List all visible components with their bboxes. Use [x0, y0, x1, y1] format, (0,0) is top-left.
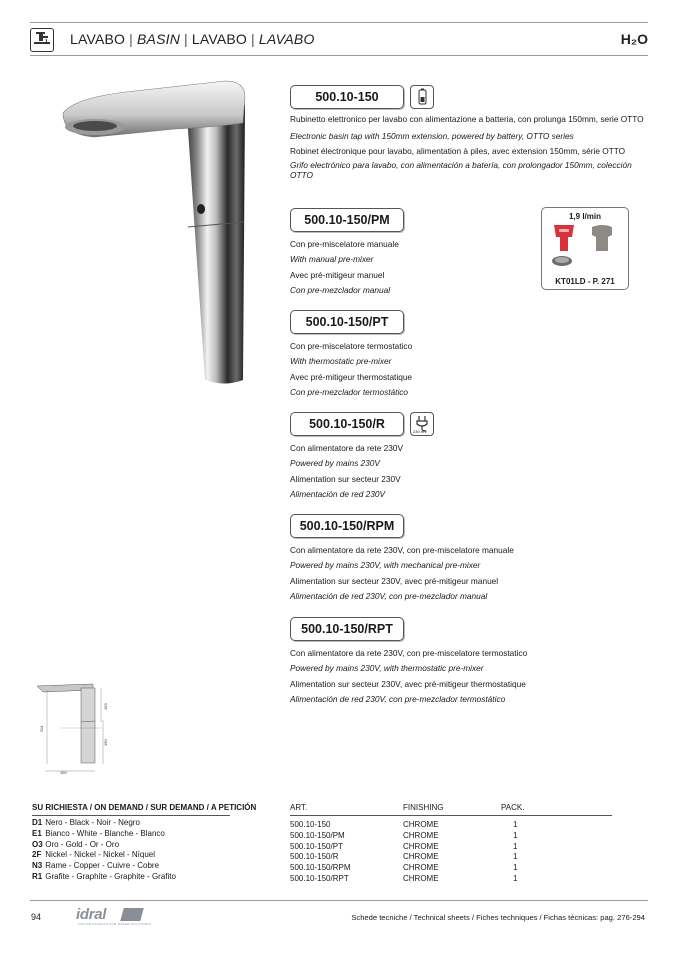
title-en: BASIN: [137, 31, 181, 47]
logo-tagline: ITALIAN FAUCETS FOR WATER SOLUTIONS: [78, 922, 151, 926]
aerator-box: [541, 207, 629, 290]
table-cell: 500.10-150/PT: [290, 841, 343, 851]
table-cell: 1: [513, 863, 518, 873]
table-cell: 1: [513, 830, 518, 840]
desc-es: Con pre-mezclador termostático: [290, 387, 409, 398]
desc-es: Alimentación de red 230V: [290, 489, 386, 500]
list-item: N3 Rame - Copper - Cuivre - Cobre: [32, 861, 160, 871]
col-header-art: ART.: [290, 803, 308, 812]
on-demand-rule: [32, 815, 230, 816]
col-header-finishing: FINISHING: [403, 803, 444, 812]
desc-en: Electronic basin tap with 150mm extension, powered by battery, OTTO series: [290, 131, 574, 141]
table-cell: CHROME: [403, 841, 439, 851]
title-fr: LAVABO: [191, 31, 248, 47]
footer-rule: [30, 900, 648, 901]
desc-en: Powered by mains 230V, with mechanical pre-mixer: [290, 560, 481, 571]
on-demand-heading: SU RICHIESTA / ON DEMAND / SUR DEMAND / A PETICIÓN: [32, 803, 257, 812]
table-cell: 500.10-150/R: [290, 852, 339, 862]
desc-it: Rubinetto elettronico per lavabo con alimentazione a batteria, con prolunga 150mm, serie OTTO: [290, 114, 644, 124]
product-description: [290, 441, 650, 503]
desc-it: Con pre-miscelatore termostatico: [290, 341, 413, 351]
on-demand-list: [32, 818, 176, 883]
product-description: [290, 339, 650, 401]
desc-es: Alimentación de red 230V, con pre-mezclador manual: [290, 591, 488, 602]
category-title: LAVABO | BASIN | LAVABO | LAVABO: [70, 31, 315, 47]
art-column: [290, 820, 350, 885]
desc-it: Con alimentatore da rete 230V, con pre-miscelatore termostatico: [290, 648, 528, 658]
product-code-box: 500.10-150/PM: [290, 208, 404, 232]
aerator-flow-rate: 1,9 l/min: [568, 212, 601, 221]
table-cell: CHROME: [403, 873, 439, 883]
dim-height-total: 201: [39, 725, 44, 732]
desc-es: Alimentación de red 230V, con pre-mezclador termostático: [290, 694, 506, 705]
idral-logo: idral: [76, 906, 107, 923]
table-rule: [290, 815, 612, 816]
list-item: R1 Grafite - Graphite - Graphite - Grafito: [32, 871, 176, 881]
table-cell: CHROME: [403, 830, 439, 840]
product-code-box: 500.10-150/RPT: [290, 617, 404, 641]
title-it: LAVABO: [70, 31, 126, 47]
desc-es: Grifo electrónico para lavabo, con alimentación a batería, con prolongador 150mm, colección OTTO: [290, 159, 632, 180]
table-cell: 1: [513, 852, 518, 862]
table-cell: CHROME: [403, 852, 439, 862]
table-cell: 500.10-150/RPM: [290, 863, 351, 873]
desc-en: With manual pre-mixer: [290, 254, 374, 265]
list-item: O3 Oro - Gold - Or - Oro: [32, 839, 120, 849]
desc-en: With thermostatic pre-mixer: [290, 356, 392, 367]
desc-fr: Alimentation sur secteur 230V, avec pré-mitigeur thermostatique: [290, 678, 526, 689]
desc-it: Con pre-miscelatore manuale: [290, 239, 399, 249]
table-cell: 1: [513, 820, 518, 829]
title-es: LAVABO: [258, 31, 315, 47]
technical-drawing: [33, 680, 123, 775]
battery-icon: [410, 85, 434, 109]
list-item: 2F Nickel - Nickel - Nickel - Níquel: [32, 850, 156, 860]
product-code-box: 500.10-150/R: [290, 412, 404, 436]
header-rule: [30, 55, 648, 56]
basin-tap-category-icon: [30, 28, 54, 52]
desc-es: Con pre-mezclador manual: [290, 285, 391, 296]
power-label: 230 mV: [413, 429, 427, 434]
aerator-code: KT01LD - P. 271: [555, 277, 615, 286]
desc-it: Con alimentatore da rete 230V, con pre-miscelatore manuale: [290, 545, 514, 555]
desc-fr: Avec pré-mitigeur thermostatique: [290, 371, 413, 382]
table-cell: CHROME: [403, 820, 439, 829]
desc-fr: Alimentation sur secteur 230V, avec pré-mitigeur manuel: [290, 575, 499, 586]
product-code-box: 500.10-150: [290, 85, 404, 109]
product-description: [290, 543, 650, 605]
table-cell: 500.10-150/PM: [290, 830, 345, 840]
desc-fr: Robinet électronique pour lavabo, alimentation à piles, avec extension 150mm, série OTTO: [290, 146, 626, 157]
idral-logo-mark: [120, 908, 143, 921]
table-cell: 500.10-150/RPT: [290, 873, 349, 883]
technical-sheets-ref: Schede tecniche / Technical sheets / Fiches techniques / Fichas técnicas: pag. 276-294: [351, 913, 645, 922]
desc-fr: Alimentation sur secteur 230V: [290, 473, 401, 484]
desc-it: Con alimentatore da rete 230V: [290, 443, 404, 453]
dim-height-upper: 193: [103, 703, 108, 710]
product-code-box: 500.10-150/RPM: [290, 514, 404, 538]
table-cell: CHROME: [403, 863, 439, 873]
pack-column: [513, 820, 517, 885]
finishing-column: [403, 820, 439, 885]
list-item: D1 Nero - Black - Noir - Negro: [32, 818, 140, 827]
dim-width: 150: [60, 770, 67, 775]
aerator-image: [542, 221, 628, 269]
desc-fr: Avec pré-mitigeur manuel: [290, 269, 385, 280]
table-cell: 500.10-150: [290, 820, 331, 829]
dim-height-lower: 190: [103, 739, 108, 746]
col-header-pack: PACK.: [501, 803, 525, 812]
product-photo: [55, 75, 255, 395]
desc-en: Powered by mains 230V: [290, 458, 380, 469]
power-plug-icon: [410, 412, 434, 436]
product-description: [290, 646, 650, 708]
page-number: 94: [31, 912, 42, 922]
table-cell: 1: [513, 873, 518, 883]
list-item: E1 Bianco - White - Blanche - Blanco: [32, 828, 165, 838]
table-cell: 1: [513, 841, 518, 851]
product-description: [290, 114, 650, 185]
brand-h2o: H₂O: [620, 31, 648, 47]
desc-en: Powered by mains 230V, with thermostatic pre-mixer: [290, 663, 484, 674]
top-rule: [30, 22, 648, 23]
product-code-box: 500.10-150/PT: [290, 310, 404, 334]
